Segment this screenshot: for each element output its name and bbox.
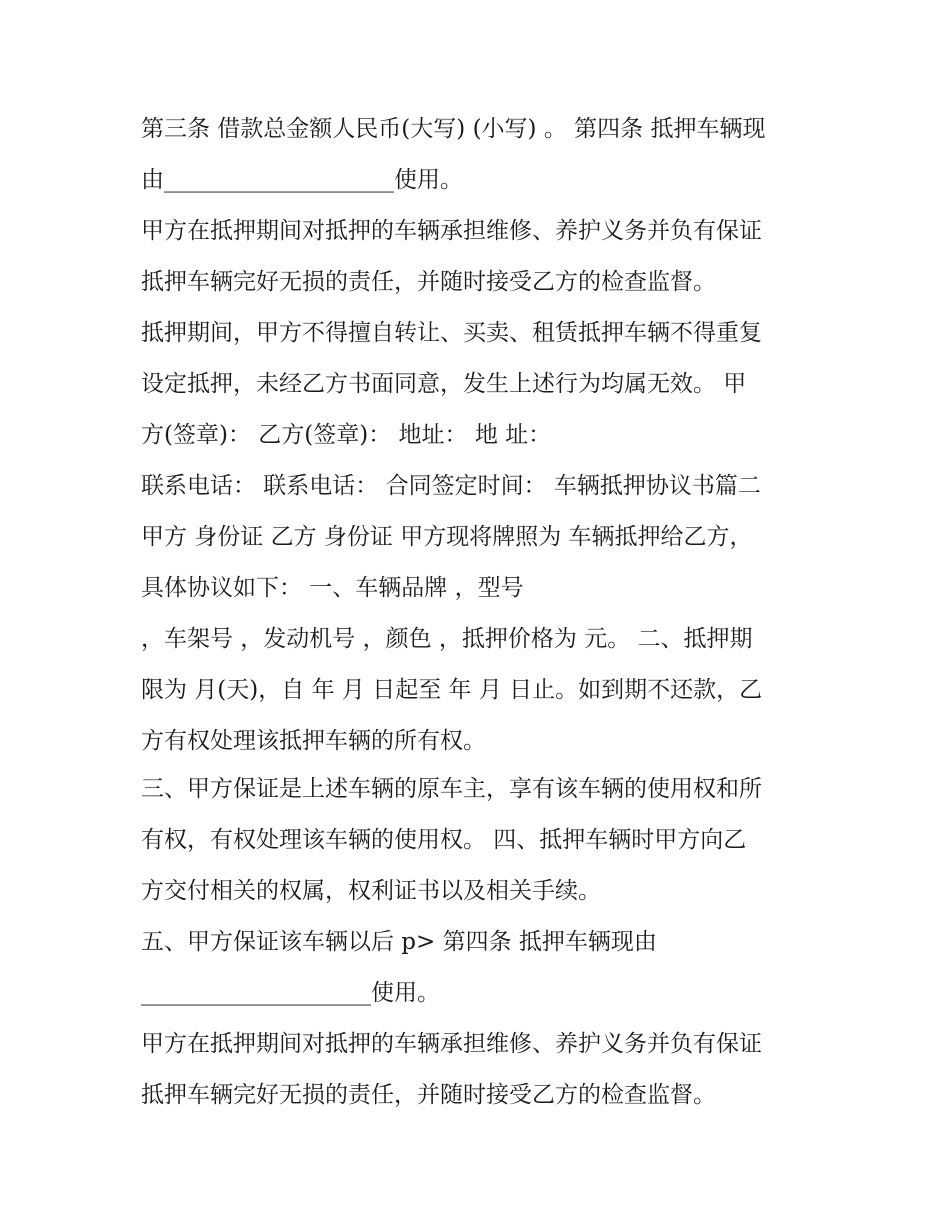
text-line: 甲方在抵押期间对抵押的车辆承担维修、养护义务并负有保证: [141, 1031, 762, 1057]
text-line: 方交付相关的权属，权利证书以及相关手续。: [141, 878, 601, 904]
text-line: 方(签章)： 乙方(签章)： 地址： 地 址：: [141, 422, 552, 448]
text-line: 抵押期间，甲方不得擅自转让、买卖、租赁抵押车辆不得重复: [141, 320, 762, 346]
text-line: 五、甲方保证该车辆以后 p> 第四条 抵押车辆现由: [141, 929, 657, 955]
text-line: 由____________________使用。: [141, 167, 463, 193]
text-line: ，车架号 ，发动机号 ，颜色 ，抵押价格为 元。 二、抵押期: [141, 626, 753, 652]
text-line: 甲方 身份证 乙方 身份证 甲方现将牌照为 车辆抵押给乙方，: [141, 524, 753, 550]
text-line: 有权，有权处理该车辆的使用权。 四、抵押车辆时甲方向乙: [141, 827, 747, 853]
text-line: 限为 月(天)，自 年 月 日起至 年 月 日止。如到期不还款，乙: [141, 677, 763, 703]
text-line: 甲方在抵押期间对抵押的车辆承担维修、养护义务并负有保证: [141, 218, 762, 244]
text-line: 具体协议如下： 一、车辆品牌 ，型号: [141, 575, 524, 601]
text-line: 联系电话： 联系电话： 合同签定时间： 车辆抵押协议书篇二: [141, 473, 761, 499]
text-line: 方有权处理该抵押车辆的所有权。: [141, 728, 486, 754]
text-line: 抵押车辆完好无损的责任，并随时接受乙方的检查监督。: [141, 269, 716, 295]
text-line: 三、甲方保证是上述车辆的原车主，享有该车辆的使用权和所: [141, 776, 762, 802]
text-line: 设定抵押，未经乙方书面同意，发生上述行为均属无效。 甲: [141, 371, 747, 397]
text-line: 抵押车辆完好无损的责任，并随时接受乙方的检查监督。: [141, 1082, 716, 1108]
text-line: ____________________使用。: [141, 980, 440, 1006]
text-line: 第三条 借款总金额人民币(大写) (小写) 。 第四条 抵押车辆现: [141, 116, 766, 142]
